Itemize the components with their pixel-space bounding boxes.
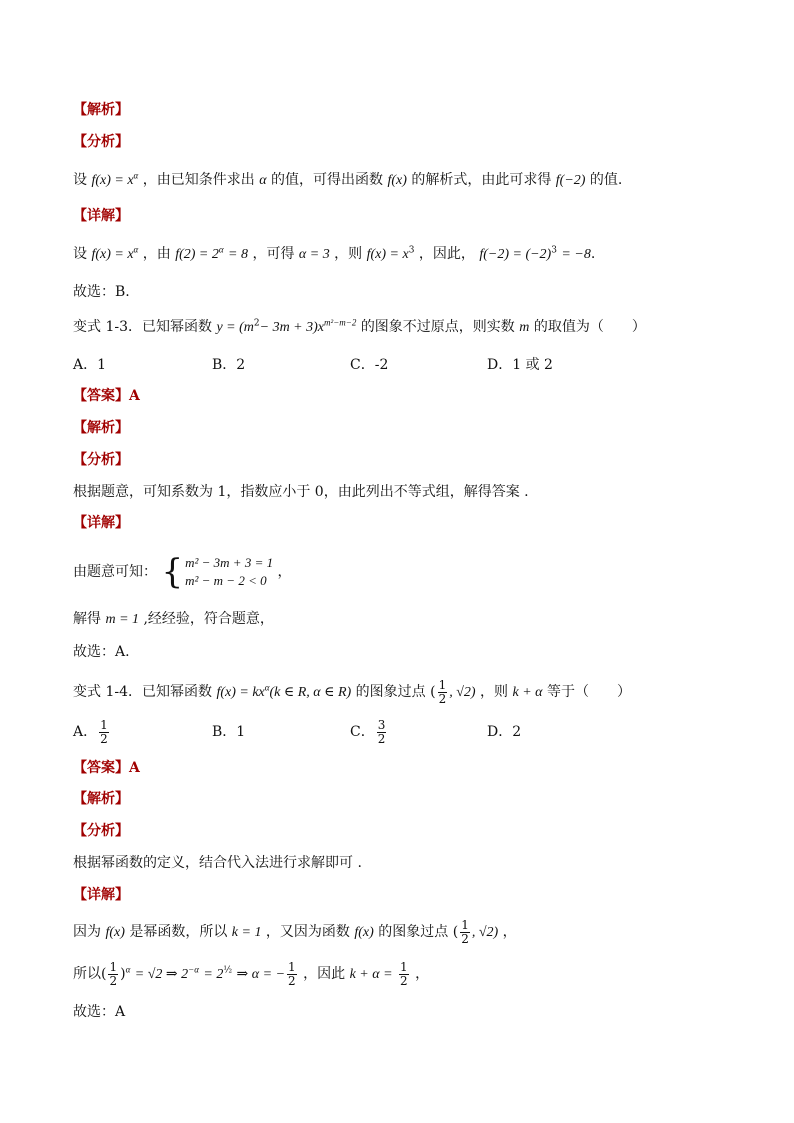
section-xiangjie-1: 【详解】 <box>73 208 129 224</box>
q13-solve: 解得 m = 1 ,经经验，符合题意， <box>73 611 274 627</box>
q13-option-a: A．1 <box>73 357 107 373</box>
q13-stem: 变式 1-3．已知幂函数 $y = (m^2- 3m + 3)x^{m^2-m-2}$ 的图象不过原点，则实数 m 的取值为（ ） <box>73 317 646 335</box>
q14-detail-1: 因为 f(x) 是幂函数，所以 k = 1 ，又因为函数 f(x) 的图象过点 ( $\frac{1}{2}$ , √2) ， <box>73 917 517 946</box>
section-xiangjie-2: 【详解】 <box>73 515 129 531</box>
block1-choose: 故选：B. <box>73 284 130 300</box>
q13-option-d: D．1 或 2 <box>487 357 553 373</box>
section-xiangjie-3: 【详解】 <box>73 887 129 903</box>
q14-stem: 变式 1-4．已知幂函数 $f(x) = kx^\alpha(k$ ∈ R, α ∈ R) 的图象过点 ( $\frac{1}{2}$ , √2) ，则 k + α 等于（ ） <box>73 677 631 706</box>
q13-answer: 【答案】A <box>73 388 140 404</box>
q13-analysis: 根据题意，可知系数为 1，指数应小于 0，由此列出不等式组，解得答案 . <box>73 484 529 500</box>
q13-option-b: B．2 <box>212 357 246 373</box>
q14-detail-2: 所以( $\frac{1}{2}$ )$^\alpha$ = √2 ⇒ $2^{-\alpha} = 2^{\frac{1}{2}}$ ⇒ α = − $\frac{1}{2}$ ，因此 k + α = $\frac{1}{2}$ ， <box>73 959 430 988</box>
q14-choose: 故选：A <box>73 1004 126 1020</box>
block1-detail: 设 $f(x) = x^\alpha$ ，由 $f(2) = 2^\alpha = 8$ ，可得 α = 3 ，则 $f(x) = x^3$ ，因此， $f(-2) = (-2)^3 = -8$. <box>73 244 596 262</box>
section-fenxi-2: 【分析】 <box>73 452 129 468</box>
q13-choose: 故选：A. <box>73 644 130 660</box>
q14-option-a: A． $\frac{1}{2}$ <box>73 717 108 746</box>
equation-system: { m² − 3m + 3 = 1 m² − m − 2 < 0 <box>161 552 274 592</box>
q14-option-d: D．2 <box>487 724 522 740</box>
section-jiexi-1: 【解析】 <box>73 102 129 118</box>
block1-analysis: 设 $f(x) = x^\alpha$ ，由已知条件求出 α 的值，可得出函数 f(x) 的解析式，由此可求得 f(−2) 的值. <box>73 170 623 188</box>
section-fenxi-1: 【分析】 <box>73 134 129 150</box>
q14-analysis: 根据幂函数的定义，结合代入法进行求解即可 . <box>73 855 362 871</box>
q13-option-c: C．-2 <box>350 357 389 373</box>
q13-detail-system: 由题意可知： { m² − 3m + 3 = 1 m² − m − 2 < 0 ， <box>73 552 292 592</box>
section-fenxi-3: 【分析】 <box>73 823 129 839</box>
section-jiexi-3: 【解析】 <box>73 791 129 807</box>
section-jiexi-2: 【解析】 <box>73 420 129 436</box>
q14-option-b: B．1 <box>212 724 246 740</box>
q14-answer: 【答案】A <box>73 760 140 776</box>
q14-option-c: C． $\frac{3}{2}$ <box>350 717 386 746</box>
